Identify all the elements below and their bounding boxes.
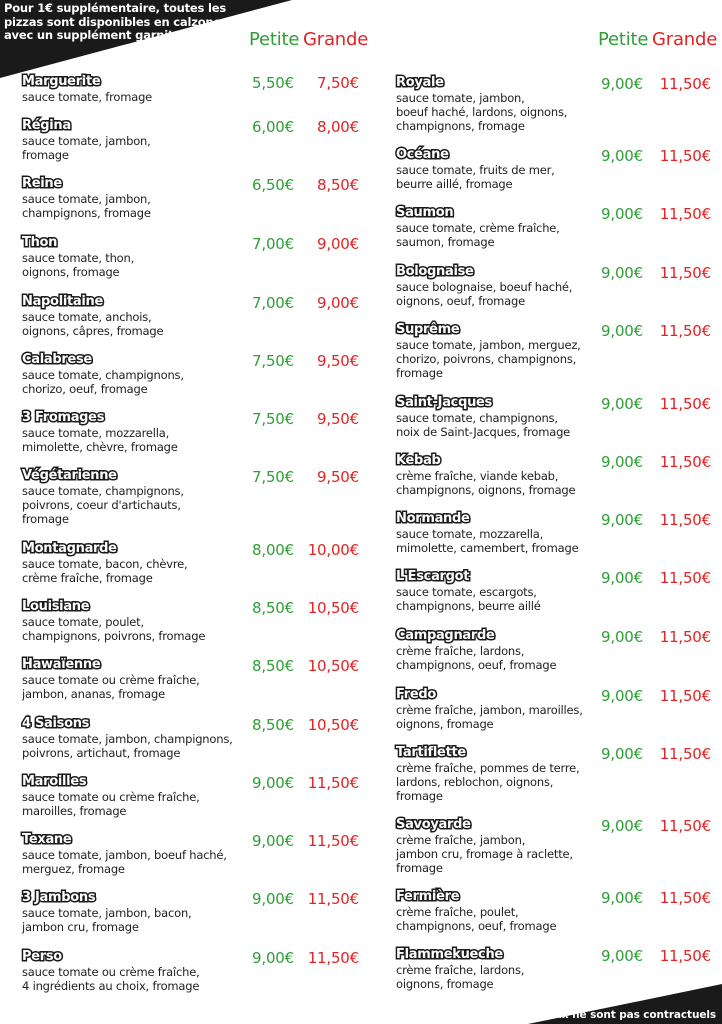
price-petite: 7,00€: [252, 294, 294, 312]
price-petite: 7,50€: [252, 352, 294, 370]
pizza-name: Fermière: [396, 889, 460, 904]
pizza-item: [22, 176, 151, 220]
price-grande: 11,50€: [659, 628, 711, 646]
pizza-name: Montagnarde: [22, 541, 117, 556]
pizza-description: sauce tomate, jambon, champignons, poivrons, artichaut, fromage: [22, 732, 233, 760]
price-grande: 10,50€: [307, 657, 359, 675]
pizza-description: sauce tomate, thon, oignons, fromage: [22, 251, 135, 279]
pizza-item: [22, 716, 233, 760]
pizza-item: [396, 569, 541, 613]
pizza-name: Royale: [396, 75, 444, 90]
price-petite: 9,00€: [601, 322, 643, 340]
pizza-item: [396, 453, 575, 497]
pizza-name: Calabrese: [22, 352, 92, 367]
price-grande: 11,50€: [307, 832, 359, 850]
calzone-note: Pour 1€ supplémentaire, toutes les pizzas sont disponibles en calzone ou avec un supplément garniture: [4, 1, 241, 42]
pizza-name: Thon: [22, 235, 58, 250]
price-grande: 10,50€: [307, 599, 359, 617]
pizza-name: Reine: [22, 176, 62, 191]
pizza-item: [22, 235, 134, 279]
pizza-name: L'Escargot: [396, 569, 470, 584]
price-petite: 6,50€: [252, 176, 294, 194]
price-grande: 11,50€: [659, 817, 711, 835]
pizza-name: Saint-Jacques: [396, 395, 492, 410]
pizza-item: [22, 541, 187, 585]
pizza-item: [22, 74, 152, 104]
price-grande: 9,50€: [317, 468, 359, 486]
pizza-item: [396, 322, 581, 380]
price-grande: 10,50€: [307, 716, 359, 734]
price-petite: 9,00€: [601, 947, 643, 965]
price-grande: 11,50€: [659, 453, 711, 471]
pizza-item: [396, 264, 572, 308]
pizza-name: Savoyarde: [396, 817, 471, 832]
price-grande: 8,50€: [317, 176, 359, 194]
pizza-description: sauce tomate, jambon, bacon, jambon cru, fromage: [22, 906, 192, 934]
pizza-item: [22, 949, 200, 993]
pizza-item: [22, 599, 205, 643]
price-grande: 7,50€: [317, 74, 359, 92]
pizza-description: sauce bolognaise, boeuf haché, oignons, oeuf, fromage: [396, 280, 573, 308]
pizza-description: sauce tomate, jambon, boeuf haché, merguez, fromage: [22, 848, 227, 876]
price-grande: 11,50€: [307, 890, 359, 908]
pizza-description: crème fraîche, pommes de terre, lardons, reblochon, oignons, fromage: [396, 761, 580, 803]
price-petite: 9,00€: [601, 569, 643, 587]
price-grande: 11,50€: [659, 322, 711, 340]
pizza-item: [22, 352, 184, 396]
pizza-item: [22, 774, 200, 818]
pizza-description: sauce tomate ou crème fraîche, 4 ingrédients au choix, fromage: [22, 965, 200, 993]
pizza-item: [22, 410, 178, 454]
pizza-description: sauce tomate, champignons, poivrons, coeur d'artichauts, fromage: [22, 484, 184, 526]
price-petite: 9,00€: [252, 832, 294, 850]
pizza-item: [22, 890, 192, 934]
pizza-name: Bolognaise: [396, 264, 474, 279]
price-petite: 9,00€: [601, 745, 643, 763]
price-petite: 9,00€: [601, 817, 643, 835]
pizza-description: crème fraîche, lardons, oignons, fromage: [396, 963, 525, 991]
pizza-description: sauce tomate, bacon, chèvre, crème fraîche, fromage: [22, 557, 188, 585]
pizza-description: sauce tomate, escargots, champignons, beurre aillé: [396, 585, 541, 613]
price-grande: 11,50€: [659, 205, 711, 223]
price-petite: 9,00€: [601, 889, 643, 907]
price-petite: 9,00€: [601, 264, 643, 282]
pizza-description: sauce tomate, jambon, fromage: [22, 134, 151, 162]
pizza-description: sauce tomate, poulet, champignons, poivrons, fromage: [22, 615, 206, 643]
pizza-item: [396, 687, 583, 731]
grande-header-left: Grande: [303, 29, 369, 50]
pizza-description: sauce tomate, crème fraîche, saumon, fromage: [396, 221, 560, 249]
pizza-name: Saumon: [396, 205, 454, 220]
pizza-item: [396, 889, 556, 933]
pizza-item: [396, 511, 578, 555]
price-grande: 11,50€: [659, 75, 711, 93]
pizza-name: Napolitaine: [22, 294, 104, 309]
price-grande: 9,50€: [317, 410, 359, 428]
pizza-name: Maroilles: [22, 774, 87, 789]
price-grande: 9,50€: [317, 352, 359, 370]
price-grande: 10,00€: [307, 541, 359, 559]
pizza-name: Fredo: [396, 687, 437, 702]
price-petite: 9,00€: [601, 628, 643, 646]
pizza-name: 3 Jambons: [22, 890, 96, 905]
price-grande: 11,50€: [659, 569, 711, 587]
price-petite: 7,50€: [252, 468, 294, 486]
pizza-item: [22, 657, 200, 701]
pizza-description: sauce tomate, mozzarella, mimolette, chèvre, fromage: [22, 426, 178, 454]
pizza-name: Normande: [396, 511, 470, 526]
pizza-description: sauce tomate ou crème fraîche, maroilles, fromage: [22, 790, 200, 818]
pizza-item: [22, 832, 227, 876]
pizza-name: Régina: [22, 118, 71, 133]
price-petite: 8,50€: [252, 716, 294, 734]
pizza-item: [396, 745, 579, 803]
footer-disclaimer: Les prix ne sont pas contractuels: [522, 1009, 716, 1021]
pizza-name: Perso: [22, 949, 62, 964]
price-grande: 11,50€: [659, 264, 711, 282]
pizza-name: Végétarienne: [22, 468, 117, 483]
pizza-item: [22, 468, 184, 526]
petite-header-left: Petite: [249, 29, 300, 50]
pizza-item: [396, 817, 573, 875]
price-petite: 5,50€: [252, 74, 294, 92]
pizza-name: Flammekueche: [396, 947, 503, 962]
pizza-item: [396, 628, 556, 672]
price-petite: 7,00€: [252, 235, 294, 253]
petite-header-right: Petite: [598, 29, 649, 50]
price-grande: 11,50€: [659, 947, 711, 965]
pizza-name: Louisiane: [22, 599, 90, 614]
price-grande: 11,50€: [659, 745, 711, 763]
pizza-description: crème fraîche, jambon, jambon cru, fromage à raclette, fromage: [396, 833, 573, 875]
pizza-name: 3 Fromages: [22, 410, 105, 425]
pizza-name: Tartiflette: [396, 745, 466, 760]
price-petite: 9,00€: [601, 147, 643, 165]
pizza-name: Marguerite: [22, 74, 101, 89]
pizza-item: [396, 75, 567, 133]
pizza-name: Hawaïenne: [22, 657, 101, 672]
pizza-description: sauce tomate, mozzarella, mimolette, camembert, fromage: [396, 527, 579, 555]
price-grande: 11,50€: [659, 147, 711, 165]
pizza-item: [22, 294, 163, 338]
pizza-item: [396, 395, 570, 439]
price-petite: 9,00€: [601, 75, 643, 93]
pizza-item: [396, 947, 524, 991]
price-petite: 9,00€: [601, 511, 643, 529]
price-grande: 11,50€: [659, 511, 711, 529]
grande-header-right: Grande: [652, 29, 718, 50]
pizza-description: sauce tomate, jambon, merguez, chorizo, poivrons, champignons, fromage: [396, 338, 581, 380]
pizza-description: sauce tomate, fromage: [22, 90, 153, 104]
price-petite: 9,00€: [252, 774, 294, 792]
pizza-item: [396, 205, 560, 249]
price-grande: 11,50€: [659, 687, 711, 705]
price-petite: 9,00€: [601, 205, 643, 223]
price-petite: 8,50€: [252, 657, 294, 675]
price-petite: 8,50€: [252, 599, 294, 617]
pizza-description: crème fraîche, jambon, maroilles, oignons, fromage: [396, 703, 583, 731]
pizza-description: sauce tomate, anchois, oignons, câpres, fromage: [22, 310, 164, 338]
pizza-description: sauce tomate, jambon, boeuf haché, lardons, oignons, champignons, fromage: [396, 91, 568, 133]
pizza-name: Océane: [396, 147, 449, 162]
pizza-description: crème fraîche, poulet, champignons, oeuf, fromage: [396, 905, 557, 933]
pizza-name: Kebab: [396, 453, 441, 468]
pizza-name: Texane: [22, 832, 72, 847]
pizza-description: sauce tomate ou crème fraîche, jambon, ananas, fromage: [22, 673, 200, 701]
pizza-description: sauce tomate, champignons, chorizo, oeuf, fromage: [22, 368, 184, 396]
price-petite: 9,00€: [252, 949, 294, 967]
price-grande: 8,00€: [317, 118, 359, 136]
pizza-name: Suprême: [396, 322, 460, 337]
pizza-item: [22, 118, 151, 162]
pizza-description: sauce tomate, champignons, noix de Saint-Jacques, fromage: [396, 411, 571, 439]
pizza-description: sauce tomate, jambon, champignons, fromage: [22, 192, 151, 220]
price-petite: 8,00€: [252, 541, 294, 559]
price-petite: 6,00€: [252, 118, 294, 136]
pizza-description: sauce tomate, fruits de mer, beurre aillé, fromage: [396, 163, 555, 191]
price-grande: 11,50€: [659, 889, 711, 907]
price-petite: 7,50€: [252, 410, 294, 428]
price-grande: 9,00€: [317, 294, 359, 312]
pizza-name: Campagnarde: [396, 628, 495, 643]
price-petite: 9,00€: [252, 890, 294, 908]
pizza-description: crème fraîche, viande kebab, champignons, oignons, fromage: [396, 469, 576, 497]
price-grande: 11,50€: [307, 774, 359, 792]
pizza-item: [396, 147, 555, 191]
price-grande: 9,00€: [317, 235, 359, 253]
price-petite: 9,00€: [601, 395, 643, 413]
price-grande: 11,50€: [659, 395, 711, 413]
price-petite: 9,00€: [601, 453, 643, 471]
price-petite: 9,00€: [601, 687, 643, 705]
pizza-name: 4 Saisons: [22, 716, 90, 731]
price-grande: 11,50€: [307, 949, 359, 967]
pizza-description: crème fraîche, lardons, champignons, oeuf, fromage: [396, 644, 557, 672]
